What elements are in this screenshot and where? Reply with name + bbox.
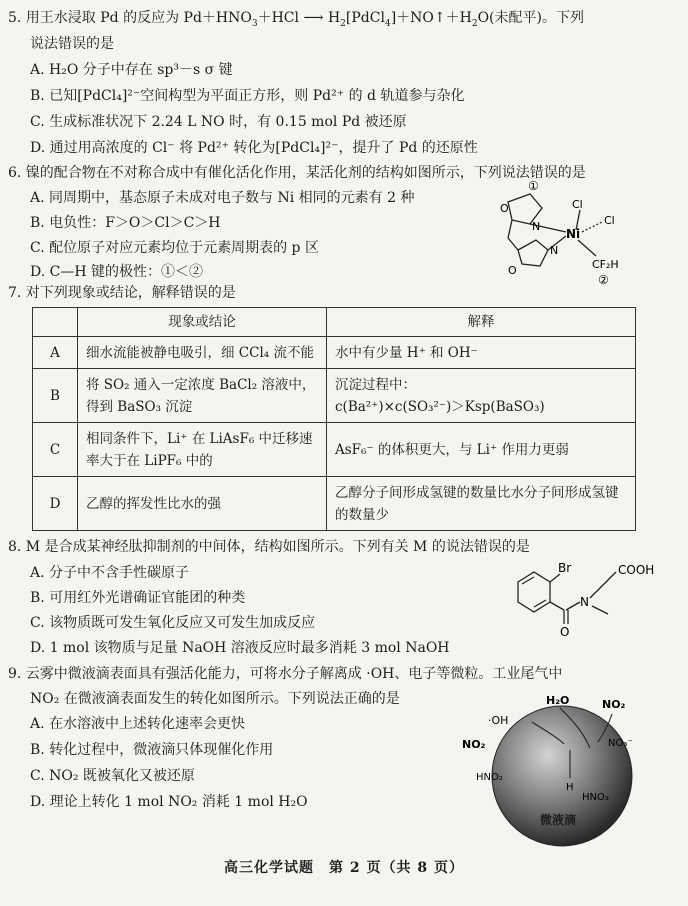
q7-stem: 7. 对下列现象或结论，解释错误的是: [8, 285, 236, 301]
q6-atom-cl-right: Cl: [604, 214, 615, 227]
q9-option-c: C. NO₂ 既被氧化又被还原: [30, 768, 195, 784]
q8-option-b: B. 可用红外光谱确证官能团的种类: [30, 590, 246, 606]
q6-mark-2: ②: [598, 273, 609, 287]
q8-structure-figure: [498, 560, 668, 636]
q5-option-b: B. 已知[PdCl₄]²⁻空间构型为平面正方形，则 Pd²⁺ 的 d 轨道参与杂化: [30, 88, 465, 104]
q7-table: [32, 307, 636, 531]
q8-option-a: A. 分子中不含手性碳原子: [30, 565, 190, 581]
q8-option-d: D. 1 mol 该物质与足量 NaOH 溶液反应时最多消耗 3 mol NaOH: [30, 640, 450, 656]
q9-label-h2o: H₂O: [546, 694, 570, 707]
q9-option-d: D. 理论上转化 1 mol NO₂ 消耗 1 mol H₂O: [30, 794, 308, 810]
table-row: B 将 SO₂ 通入一定浓度 BaCl₂ 溶液中，得到 BaSO₃ 沉淀 沉淀过程中： c(Ba²⁺)×c(SO₃²⁻)＞Ksp(BaSO₃): [33, 369, 636, 423]
q6-stem: 6. 镍的配合物在不对称合成中有催化活化作用，某活化剂的结构如图所示，下列说法错误的是: [8, 165, 586, 181]
q5-stem: 5. 用王水浸取 Pd 的反应为 $Pd+HNO_3+HCl$ ⟶ $H_2[PdCl_4]+NO↑+H_2O$(未配平)。下列: [8, 10, 584, 29]
q6-atom-n-lower: N: [550, 244, 559, 257]
q9-label-no2-top: NO₂: [602, 698, 626, 711]
q6-option-c: C. 配位原子对应元素均位于元素周期表的 p 区: [30, 240, 319, 256]
q9-microdroplet-figure: [452, 690, 680, 850]
q8-atom-n: N: [580, 595, 589, 609]
q9-label-drop: 微液滴: [540, 813, 577, 827]
q9-option-a: A. 在水溶液中上述转化速率会更快: [30, 716, 246, 732]
q9-option-b: B. 转化过程中，微液滴只体现催化作用: [30, 742, 274, 758]
q9-label-hno3: HNO₃: [582, 792, 609, 803]
page-footer: 高三化学试题 第 2 页（共 8 页）: [224, 860, 464, 876]
q9-label-no2-left: NO₂: [462, 738, 486, 751]
q6-atom-o-upper: O: [500, 202, 509, 215]
q9-label-oh: ·OH: [488, 714, 509, 727]
q9-label-no3: NO₃⁻: [608, 738, 633, 749]
q6-mark-1: ①: [528, 180, 539, 193]
q6-option-a: A. 同周期中，基态原子未成对电子数与 Ni 相同的元素有 2 种: [30, 190, 415, 206]
q6-option-b: B. 电负性：F＞O＞Cl＞C＞H: [30, 215, 221, 231]
q8-group-cooh: COOH: [618, 563, 655, 577]
table-row: D 乙醇的挥发性比水的强 乙醇分子间形成氢键的数量比水分子间形成氢键的数量少: [33, 477, 636, 531]
q9-stem: 9. 云雾中微液滴表面具有强活化能力，可将水分子解离成 ·OH、电子等微粒。工业尾气中: [8, 666, 563, 682]
q6-option-d: D. C—H 键的极性：①＜②: [30, 264, 203, 280]
q5-stem-cont: 说法错误的是: [30, 36, 114, 52]
q6-atom-ni: Ni: [566, 227, 581, 241]
q7-header-explanation: 解释: [327, 308, 636, 337]
q8-option-c: C. 该物质既可发生氧化反应又可发生加成反应: [30, 615, 316, 631]
q9-label-h: H: [566, 782, 574, 793]
q7-header-phenomenon: 现象或结论: [78, 308, 327, 337]
q5-option-d: D. 通过用高浓度的 Cl⁻ 将 Pd²⁺ 转化为[PdCl₄]²⁻，提升了 Pd 的还原性: [30, 140, 478, 156]
q6-group-cf2h: CF₂H: [592, 258, 619, 271]
table-row: A 细水流能被静电吸引，细 CCl₄ 流不能 水中有少量 H⁺ 和 OH⁻: [33, 337, 636, 369]
q5-option-a: A. H₂O 分子中存在 sp³－s σ 键: [30, 62, 233, 78]
q7-table-header: [33, 308, 636, 337]
q8-atom-br: Br: [558, 561, 572, 575]
q5-option-c: C. 生成标准状况下 2.24 L NO 时，有 0.15 mol Pd 被还原: [30, 114, 407, 130]
q9-stem-cont: NO₂ 在微液滴表面发生的转化如图所示。下列说法正确的是: [30, 691, 400, 707]
q6-nickel-complex-figure: [478, 180, 658, 290]
q6-atom-cl-top: Cl: [572, 198, 583, 211]
table-row: C 相同条件下，Li⁺ 在 LiAsF₆ 中迁移速率大于在 LiPF₆ 中的 AsF₆⁻ 的体积更大，与 Li⁺ 作用力更弱: [33, 423, 636, 477]
q6-atom-n-upper: N: [532, 220, 541, 233]
q6-atom-o-lower: O: [508, 264, 517, 277]
q9-label-hno2: HNO₂: [476, 772, 503, 783]
q8-atom-o: O: [560, 625, 570, 636]
q8-stem: 8. M 是合成某神经肽抑制剂的中间体，结构如图所示。下列有关 M 的说法错误的是: [8, 539, 530, 555]
